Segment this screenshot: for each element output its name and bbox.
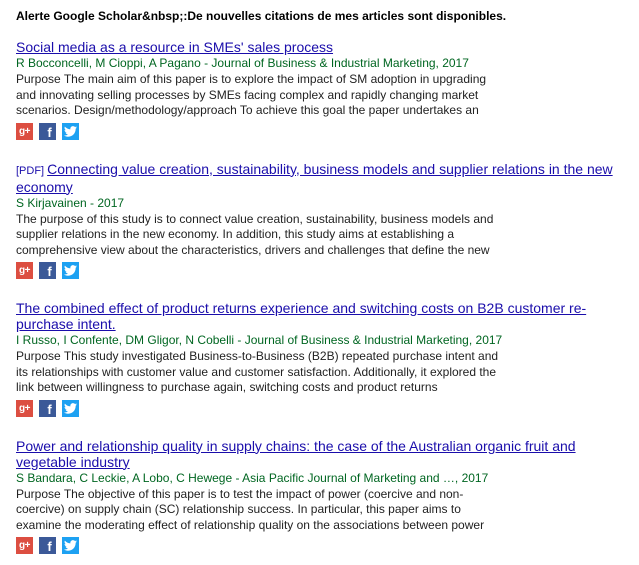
- share-buttons: [16, 123, 623, 140]
- snippet-line: scenarios. Design/methodology/approach To achieve this goal the paper undertakes an: [16, 103, 479, 117]
- article-authors: S Bandara, C Leckie, A Lobo, C Hewege - Asia Pacific Journal of Marketing and …, 2017: [16, 470, 489, 485]
- facebook-icon[interactable]: f: [39, 123, 56, 140]
- share-buttons: [16, 537, 623, 554]
- article-snippet: [16, 349, 506, 396]
- twitter-icon[interactable]: [62, 400, 79, 417]
- article-title-line: [16, 300, 621, 332]
- article-item: [16, 161, 623, 280]
- twitter-icon[interactable]: [62, 262, 79, 279]
- article-item: [16, 39, 623, 140]
- snippet-line: supplier relations in the new economy. In addition, this study aims at establishing a: [16, 227, 455, 241]
- pdf-tag[interactable]: [PDF]: [16, 164, 45, 177]
- snippet-line: link between willingness to purchase again, switching costs and product returns: [16, 380, 438, 394]
- article-authors: I Russo, I Confente, DM Gligor, N Cobelli - Journal of Business & Industrial Marketing, 2017: [16, 333, 503, 347]
- article-title-line: [16, 161, 621, 195]
- alert-header: Alerte Google Scholar&nbsp;:De nouvelles citations de mes articles sont disponibles.: [16, 9, 507, 23]
- facebook-icon[interactable]: f: [39, 262, 56, 279]
- twitter-icon[interactable]: [62, 123, 79, 140]
- google-plus-icon[interactable]: g+: [16, 262, 33, 279]
- article-snippet: [16, 487, 506, 534]
- snippet-line: The purpose of this study is to connect value creation, sustainability, business models and: [16, 211, 494, 226]
- article-title-line: [16, 39, 621, 55]
- snippet-line: examine the moderating effect of relationship quality on the associations between power: [16, 517, 485, 532]
- facebook-icon[interactable]: f: [39, 400, 56, 417]
- google-plus-icon[interactable]: g+: [16, 400, 33, 417]
- share-buttons: [16, 400, 623, 417]
- article-list: [16, 39, 623, 554]
- article-title-link[interactable]: Power and relationship quality in supply chains: the case of the Australian organic fruit and vegetable industry: [16, 437, 576, 470]
- snippet-line: coercive) on supply chain (SC) relationship success. In particular, this paper aims to: [16, 502, 461, 516]
- share-buttons: [16, 262, 623, 279]
- google-plus-icon[interactable]: g+: [16, 537, 33, 554]
- snippet-line: Purpose The objective of this paper is to test the impact of power (coercive and non-: [16, 486, 464, 501]
- twitter-icon[interactable]: [62, 537, 79, 554]
- article-item: [16, 438, 623, 555]
- article-title-line: [16, 438, 621, 470]
- snippet-line: and innovating selling processes by SMEs facing complex and rapidly changing market: [16, 87, 479, 102]
- facebook-icon[interactable]: f: [39, 537, 56, 554]
- article-snippet: [16, 72, 506, 119]
- article-title-link[interactable]: The combined effect of product returns experience and switching costs on B2B customer re-purchase intent.: [16, 300, 587, 332]
- article-authors: R Bocconcelli, M Cioppi, A Pagano - Journal of Business & Industrial Marketing, 2017: [16, 56, 469, 70]
- article-authors: S Kirjavainen - 2017: [16, 195, 125, 210]
- article-snippet: [16, 212, 506, 259]
- google-plus-icon[interactable]: g+: [16, 123, 33, 140]
- article-item: [16, 300, 623, 417]
- snippet-line: comprehensive view about the characteristics, drivers and challenges that define the new: [16, 242, 490, 257]
- snippet-line: Purpose The main aim of this paper is to explore the impact of SM adoption in upgrading: [16, 72, 487, 86]
- article-title-link[interactable]: Connecting value creation, sustainability, business models and supplier relations in the new economy: [16, 160, 613, 195]
- snippet-line: its relationships with customer value and customer satisfaction. Additionally, it explored the: [16, 364, 497, 379]
- snippet-line: Purpose This study investigated Business-to-Business (B2B) repeated purchase intent and: [16, 349, 499, 363]
- article-title-link[interactable]: Social media as a resource in SMEs' sales process: [16, 39, 334, 55]
